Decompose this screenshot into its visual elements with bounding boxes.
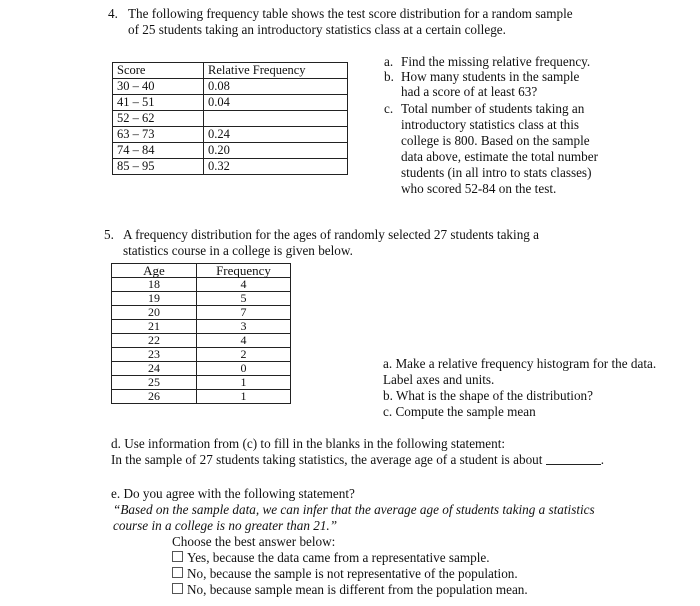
table-row [113,143,348,159]
age-frequency-table [111,263,291,404]
q5e-quote-line2: course in a college is no greater than 21.” [113,518,338,533]
q5-intro-line2: statistics course in a college is given below. [123,243,353,258]
age-cell: 19 [112,292,197,306]
frequency-cell: 7 [197,306,291,320]
table-row [113,127,348,143]
q5d-line2 [111,452,604,468]
table-header-row [112,264,291,278]
table-row [113,111,348,127]
answer-option-3[interactable] [172,582,528,598]
header-score: Score [113,63,204,79]
score-cell: 63 – 73 [113,127,204,143]
q4-intro-line1: The following frequency table shows the test score distribution for a random sample [128,6,573,21]
table-row [113,95,348,111]
table-row [112,348,291,362]
q5e-line1: e. Do you agree with the following statement? [111,486,355,501]
table-row [112,292,291,306]
age-cell: 18 [112,278,197,292]
option-label: No, because the sample is not representative of the population. [187,566,518,581]
frequency-cell: 0 [197,362,291,376]
q4b-line2: had a score of at least 63? [401,84,538,99]
answer-blank[interactable] [546,454,601,465]
q4-intro-line2: of 25 students taking an introductory statistics class at a certain college. [128,22,506,37]
checkbox-icon[interactable] [172,567,183,578]
option-label: No, because sample mean is different from the population mean. [187,582,528,597]
table-row [112,376,291,390]
frequency-cell: 3 [197,320,291,334]
score-cell: 52 – 62 [113,111,204,127]
frequency-cell: 4 [197,278,291,292]
score-cell: 41 – 51 [113,95,204,111]
frequency-cell: 5 [197,292,291,306]
age-cell: 25 [112,376,197,390]
q4b-line1: How many students in the sample [401,69,580,84]
q5-intro-line1: A frequency distribution for the ages of randomly selected 27 students taking a [123,227,540,242]
answer-option-2[interactable] [172,566,518,582]
table-row [112,306,291,320]
score-cell: 30 – 40 [113,79,204,95]
table-row [112,390,291,404]
q5a-line1: a. Make a relative frequency histogram for the data. [383,356,657,371]
frequency-cell: 2 [197,348,291,362]
freq-cell: 0.04 [204,95,348,111]
age-cell: 26 [112,390,197,404]
freq-cell: 0.08 [204,79,348,95]
q4c-line1: Total number of students taking an [401,101,585,116]
q5e-quote-line1: “Based on the sample data, we can infer that the average age of students taking a statistics [113,502,595,517]
q5d-line1: d. Use information from (c) to fill in the blanks in the following statement: [111,436,506,451]
q5c-text: c. Compute the sample mean [383,404,536,419]
frequency-cell: 1 [197,376,291,390]
table-row [112,320,291,334]
q4c-label: c. [384,101,394,116]
q4-number: 4. [108,6,118,21]
checkbox-icon[interactable] [172,583,183,594]
freq-cell: 0.20 [204,143,348,159]
q5d-statement: In the sample of 27 students taking statistics, the average age of a student is about [111,452,543,467]
age-cell: 21 [112,320,197,334]
frequency-cell: 1 [197,390,291,404]
q4c-line2: introductory statistics class at this [401,117,580,132]
q4c-line3: college is 800. Based on the sample [401,133,590,148]
header-frequency: Frequency [197,264,291,278]
q5a-line2: Label axes and units. [383,372,495,387]
table-header-row [113,63,348,79]
q4a-label: a. [384,54,394,69]
q5-number: 5. [104,227,114,242]
q5b-text: b. What is the shape of the distribution? [383,388,593,403]
q5e-prompt: Choose the best answer below: [172,534,336,549]
header-age: Age [112,264,197,278]
q4a-text: Find the missing relative frequency. [401,54,591,69]
answer-option-1[interactable] [172,550,490,566]
age-cell: 22 [112,334,197,348]
age-cell: 24 [112,362,197,376]
freq-cell-missing [204,111,348,127]
checkbox-icon[interactable] [172,551,183,562]
q4b-label: b. [384,69,394,84]
age-cell: 20 [112,306,197,320]
table-row [112,362,291,376]
option-label: Yes, because the data came from a representative sample. [187,550,490,565]
score-cell: 85 – 95 [113,159,204,175]
q4c-line4: data above, estimate the total number [401,149,599,164]
age-cell: 23 [112,348,197,362]
header-relative-frequency: Relative Frequency [204,63,348,79]
table-row [112,278,291,292]
table-row [113,159,348,175]
q4c-line6: who scored 52-84 on the test. [401,181,557,196]
frequency-cell: 4 [197,334,291,348]
table-row [113,79,348,95]
score-table [112,62,348,175]
score-cell: 74 – 84 [113,143,204,159]
q4c-line5: students (in all intro to stats classes) [401,165,592,180]
q5d-period: . [600,452,605,467]
table-row [112,334,291,348]
freq-cell: 0.24 [204,127,348,143]
freq-cell: 0.32 [204,159,348,175]
